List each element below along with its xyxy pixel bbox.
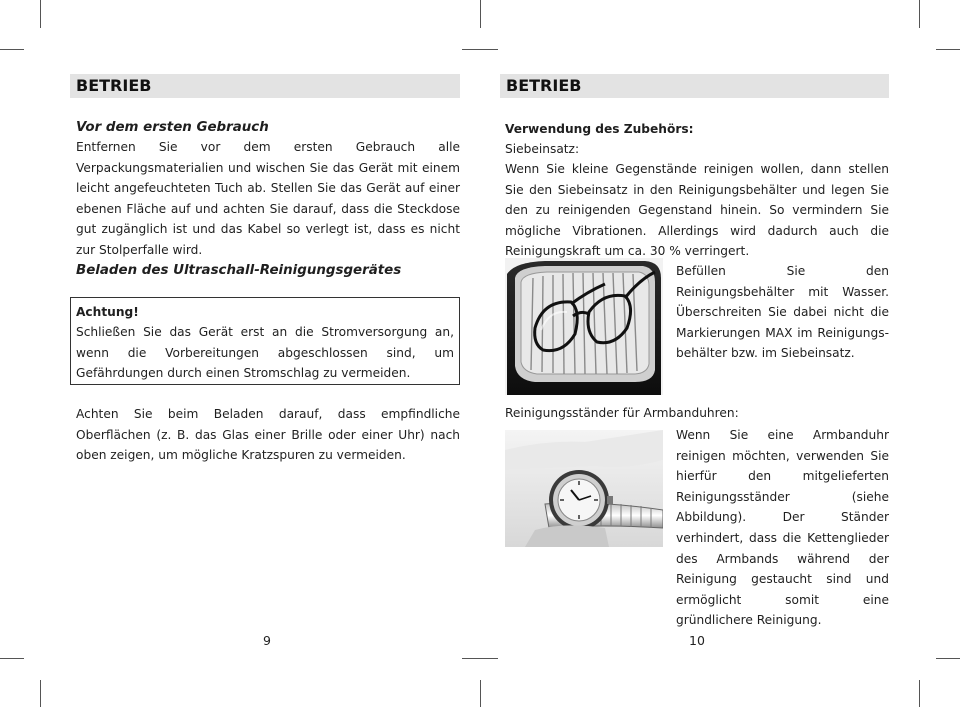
section-title-loading: Beladen des Ultraschall-Reinigungsgerätes — [76, 263, 402, 278]
accessories-subtitle: Siebeinsatz: — [505, 142, 580, 156]
wristwatch-icon — [505, 430, 663, 547]
crop-mark — [40, 0, 41, 28]
watch-stand-paragraph: Wenn Sie eine Armbanduhr reinigen möchten, verwenden Sie hierfür den mitgelieferten Reinigungsständer (siehe Abbildung). Der Ständer verhindert, dass die Kettenglieder des Armbands während der Reinigung gestaucht sind und ermöglicht somit eine gründlichere Reinigung. — [676, 428, 889, 628]
fill-water-paragraph: Befüllen Sie den Reinigungsbehälter mit Wasser. Überschreiten Sie dabei nicht die Markierungen MAX im Reinigungsbehälter bzw. im Siebeinsatz. — [676, 264, 889, 361]
first-use-paragraph: Entfernen Sie vor dem ersten Gebrauch alle Verpackungsmaterialien und wischen Sie das Gerät mit einem leicht angefeuchteten Tuch ab. Stellen Sie das Gerät auf einer ebenen Fläche auf und achten Sie darauf, dass die Steckdose gut zugänglich ist und das Kabel so verlegt ist, dass es nicht zur Stolperfalle wird. — [76, 140, 460, 257]
accessories-title: Verwendung des Zubehörs: — [505, 122, 694, 136]
warning-text: Schließen Sie das Gerät erst an die Stromversorgung an, wenn die Vorbereitungen abgeschlossen sind, um Gefährdungen durch einen Stromschlag zu vermeiden. — [76, 325, 454, 381]
warning-title: Achtung! — [76, 305, 139, 319]
crop-mark — [919, 680, 920, 707]
section-title-first-use: Vor dem ersten Gebrauch — [76, 120, 269, 135]
loading-paragraph: Achten Sie beim Beladen darauf, dass empfindliche Oberflächen (z. B. das Glas einer Brille oder einer Uhr) nach oben zeigen, um mögliche Kratzspuren zu vermeiden. — [76, 407, 460, 463]
ultrasonic-cleaner-icon — [505, 258, 663, 395]
crop-mark — [0, 49, 24, 50]
accessories-paragraph — [505, 159, 889, 262]
page-number-right: 10 — [689, 633, 705, 648]
left-page-header: BETRIEB — [70, 74, 460, 98]
crop-mark — [480, 0, 481, 28]
crop-mark — [462, 49, 498, 50]
accessories-text: Wenn Sie kleine Gegenstände reinigen wollen, dann stellen Sie den Siebeinsatz in den Reinigungsbehälter und legen Sie den zu reinigenden Gegenstand hinein. — [505, 162, 889, 218]
basket-photo — [505, 258, 663, 395]
crop-mark — [936, 49, 960, 50]
watch-stand-title: Reinigungsständer für Armbanduhren: — [505, 406, 739, 420]
right-page-header: BETRIEB — [500, 74, 889, 98]
page-number-left: 9 — [263, 633, 271, 648]
crop-mark — [0, 658, 24, 659]
accessories-note: So vermindern Sie mögliche Vibrationen. Allerdings wird dadurch auch die Reinigungskraft um ca. 30 % verringert. — [505, 203, 889, 259]
crop-mark — [936, 658, 960, 659]
watch-photo — [505, 430, 663, 547]
crop-mark — [919, 0, 920, 28]
crop-mark — [40, 680, 41, 707]
crop-mark — [480, 680, 481, 707]
crop-mark — [462, 658, 498, 659]
warning-box — [70, 297, 460, 385]
